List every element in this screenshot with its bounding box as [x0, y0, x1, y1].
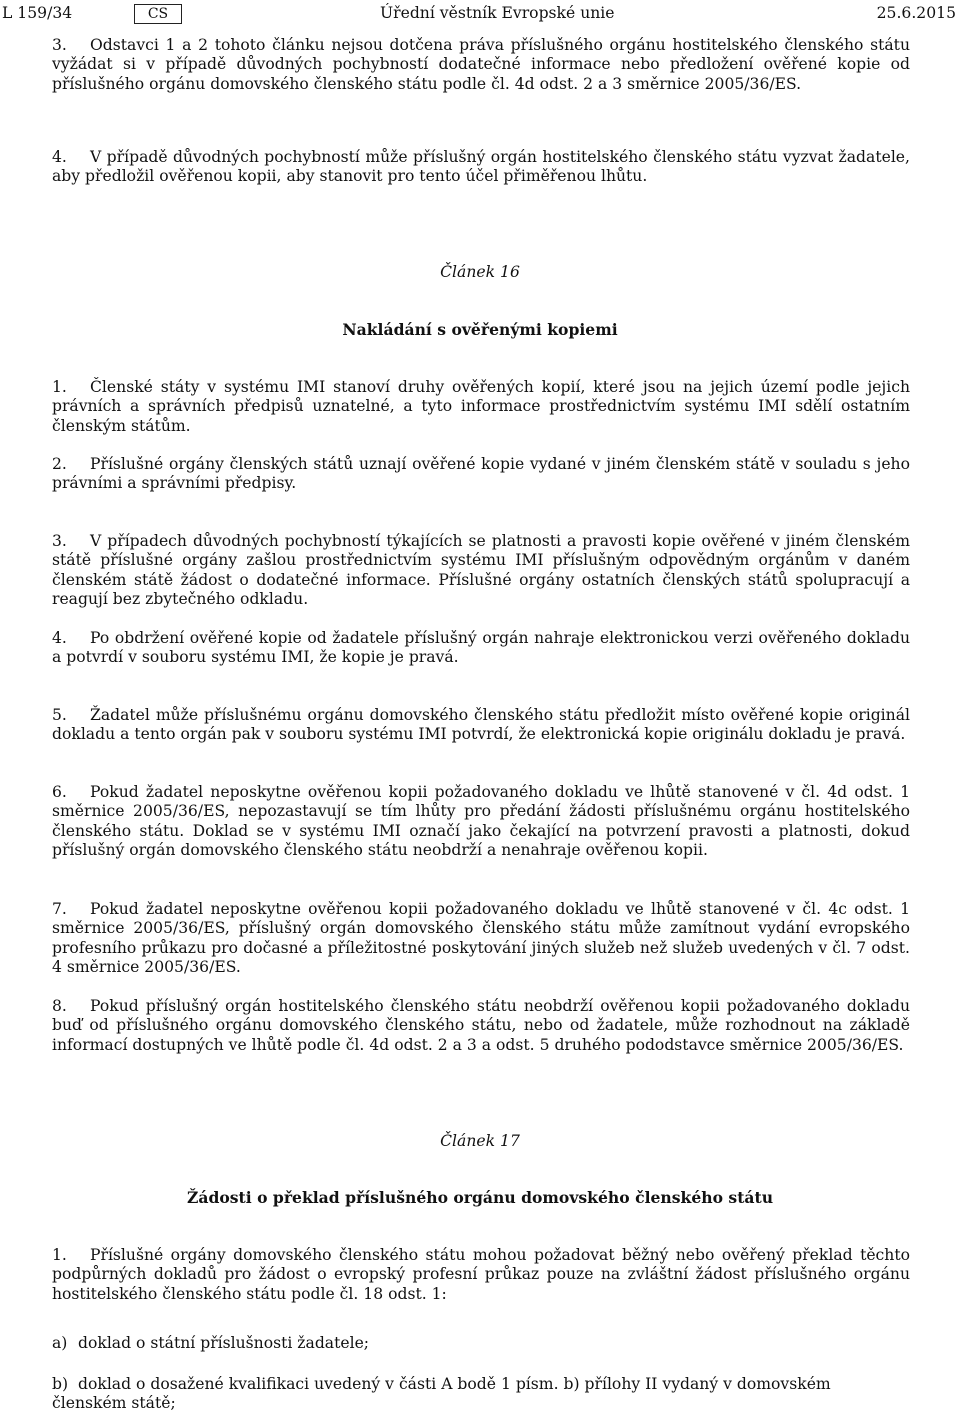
- art16-paragraph-1: 1. Členské státy v systému IMI stanoví druhy ověřených kopií, které jsou na jejich území podle jejich právních a správních předpisů uznatelné, a tyto informace prostřednictvím systému IMI sdělí ostatním členským státům.: [52, 378, 910, 435]
- publication-date: 25.6.2015: [876, 4, 956, 22]
- journal-reference: L 159/34: [2, 4, 73, 22]
- art16-paragraph-4: 4. Po obdržení ověřené kopie od žadatele příslušný orgán nahraje elektronickou verzi ověřeného dokladu a potvrdí v souboru systému IMI, že kopie je pravá.: [52, 629, 910, 667]
- article-17-title: Žádosti o překlad příslušného orgánu domovského členského státu: [186, 1188, 774, 1207]
- art16-paragraph-8: 8. Pokud příslušný orgán hostitelského členského státu neobdrží ověřenou kopii požadovaného dokladu buď od příslušného orgánu domovského členského státu, nebo od žadatele, může rozhodnout na základě informací dostupných ve lhůtě podle čl. 4d odst. 2 a 3 a odst. 5 druhého pododstavce směrnice 2005/36/ES.: [52, 997, 910, 1054]
- language-badge: CS: [134, 4, 182, 24]
- art16-paragraph-5: 5. Žadatel může příslušnému orgánu domovského členského státu předložit místo ověřené kopie originál dokladu a tento orgán pak v souboru systému IMI potvrdí, že elektronická kopie originálu dokladu je pravá.: [52, 706, 910, 744]
- paragraph-prev-4: 4. V případě důvodných pochybností může příslušný orgán hostitelského členského státu vyzvat žadatele, aby předložil ověřenou kopii, aby stanovit pro tento účel přiměřenou lhůtu.: [52, 148, 910, 186]
- art16-paragraph-6: 6. Pokud žadatel neposkytne ověřenou kopii požadovaného dokladu ve lhůtě stanovené v čl. 4d odst. 1 směrnice 2005/36/ES, nepozastavují se tím lhůty pro předání žádosti příslušnému orgánu hostitelského členského státu. Doklad se v systému IMI označí jako čekající na potvrzení pravosti a platnosti, dokud příslušný orgán domovského členského státu neobdrží a nenahraje ověřenou kopii.: [52, 783, 910, 859]
- art16-paragraph-7: 7. Pokud žadatel neposkytne ověřenou kopii požadovaného dokladu ve lhůtě stanovené v čl. 4c odst. 1 směrnice 2005/36/ES, příslušný orgán domovského členského státu může zamítnout vydání evropského profesního průkazu pro dočasné a příležitostné poskytování jiných služeb než služeb uvedených v čl. 7 odst. 4 směrnice 2005/36/ES.: [52, 900, 910, 976]
- page-header: [0, 4, 960, 26]
- journal-title: Úřední věstník Evropské unie: [380, 4, 615, 22]
- art17-item-b: b) doklad o dosažené kvalifikaci uvedený v části A bodě 1 písm. b) přílohy II vydaný v domovském členském státě;: [52, 1375, 831, 1413]
- article-17-number: Článek 17: [440, 1132, 520, 1150]
- article-16-title: Nakládání s ověřenými kopiemi: [342, 320, 618, 339]
- art17-item-a: a) doklad o státní příslušnosti žadatele;: [52, 1334, 370, 1352]
- art17-paragraph-1: 1. Příslušné orgány domovského členského státu mohou požadovat běžný nebo ověřený překlad těchto podpůrných dokladů pro žádost o evropský profesní průkaz pouze na zvláštní žádost příslušného orgánu hostitelského členského státu podle čl. 18 odst. 1:: [52, 1246, 910, 1303]
- article-16-number: Článek 16: [440, 263, 520, 281]
- art16-paragraph-2: 2. Příslušné orgány členských států uznají ověřené kopie vydané v jiném členském státě v souladu s jeho právními a správními předpisy.: [52, 455, 910, 493]
- paragraph-prev-3: 3. Odstavci 1 a 2 tohoto článku nejsou dotčena práva příslušného orgánu hostitelského členského státu vyžádat si v případě důvodných pochybností dodatečné informace nebo předložení ověřené kopie od příslušného orgánu domovského členského státu podle čl. 4d odst. 2 a 3 směrnice 2005/36/ES.: [52, 36, 910, 93]
- art16-paragraph-3: 3. V případech důvodných pochybností týkajících se platnosti a pravosti kopie ověřené v jiném členském státě příslušné orgány zašlou prostřednictvím systému IMI příslušným odpovědným orgánům v daném členském státě žádost o dodatečné informace. Příslušné orgány ostatních členských států spolupracují a reagují bez zbytečného odkladu.: [52, 532, 910, 608]
